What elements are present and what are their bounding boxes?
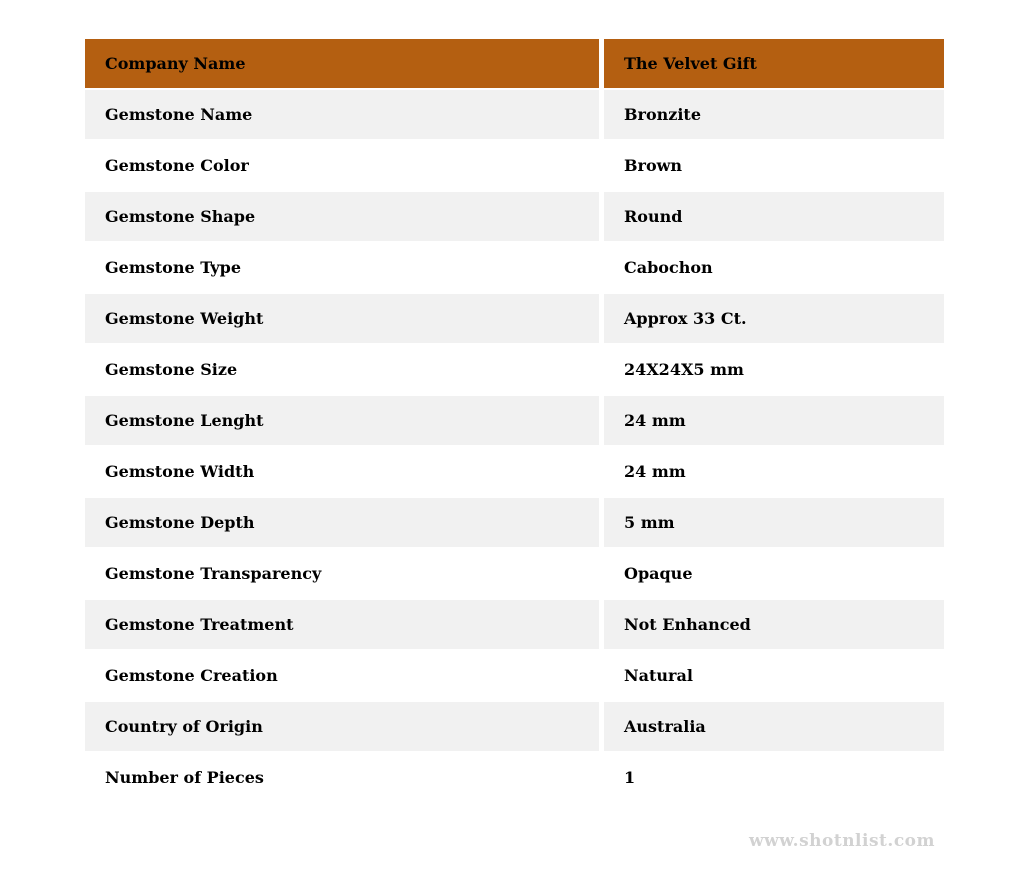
row-value-cell: Round xyxy=(604,192,944,241)
row-label-cell: Gemstone Depth xyxy=(85,498,599,547)
row-label-cell: Gemstone Width xyxy=(85,447,599,496)
row-value-cell: Opaque xyxy=(604,549,944,598)
row-value-cell: Bronzite xyxy=(604,90,944,139)
row-label-cell: Gemstone Shape xyxy=(85,192,599,241)
row-label-cell: Gemstone Lenght xyxy=(85,396,599,445)
row-value-cell: 24 mm xyxy=(604,396,944,445)
row-label-cell: Number of Pieces xyxy=(85,753,599,802)
row-label-cell: Gemstone Treatment xyxy=(85,600,599,649)
row-label-cell: Country of Origin xyxy=(85,702,599,751)
row-label-cell: Gemstone Weight xyxy=(85,294,599,343)
header-value-cell: The Velvet Gift xyxy=(604,39,944,88)
row-value-cell: Australia xyxy=(604,702,944,751)
row-label-cell: Gemstone Name xyxy=(85,90,599,139)
table-body xyxy=(85,90,944,802)
row-value-cell: Brown xyxy=(604,141,944,190)
table-header-row xyxy=(85,39,944,88)
table-row-gemstone-name xyxy=(85,90,944,139)
table-row-gemstone-width xyxy=(85,447,944,496)
row-value-cell: 5 mm xyxy=(604,498,944,547)
row-value-cell: 24X24X5 mm xyxy=(604,345,944,394)
table-row-gemstone-transparency xyxy=(85,549,944,598)
table-row-gemstone-treatment xyxy=(85,600,944,649)
table-row-gemstone-color xyxy=(85,141,944,190)
row-value-cell: 1 xyxy=(604,753,944,802)
watermark-text: www.shotnlist.com xyxy=(748,831,935,851)
table-row-gemstone-creation xyxy=(85,651,944,700)
gemstone-spec-table xyxy=(80,37,949,804)
row-label-cell: Gemstone Size xyxy=(85,345,599,394)
table-row-country-of-origin xyxy=(85,702,944,751)
row-label-cell: Gemstone Color xyxy=(85,141,599,190)
row-label-cell: Gemstone Type xyxy=(85,243,599,292)
table-row-gemstone-shape xyxy=(85,192,944,241)
table-row-gemstone-type xyxy=(85,243,944,292)
table-row-number-of-pieces xyxy=(85,753,944,802)
table-row-gemstone-depth xyxy=(85,498,944,547)
table-header xyxy=(85,39,944,88)
row-value-cell: Not Enhanced xyxy=(604,600,944,649)
row-value-cell: Approx 33 Ct. xyxy=(604,294,944,343)
header-label-cell: Company Name xyxy=(85,39,599,88)
row-value-cell: 24 mm xyxy=(604,447,944,496)
row-value-cell: Natural xyxy=(604,651,944,700)
row-value-cell: Cabochon xyxy=(604,243,944,292)
table-row-gemstone-size xyxy=(85,345,944,394)
row-label-cell: Gemstone Creation xyxy=(85,651,599,700)
table-row-gemstone-lenght xyxy=(85,396,944,445)
row-label-cell: Gemstone Transparency xyxy=(85,549,599,598)
table-row-gemstone-weight xyxy=(85,294,944,343)
